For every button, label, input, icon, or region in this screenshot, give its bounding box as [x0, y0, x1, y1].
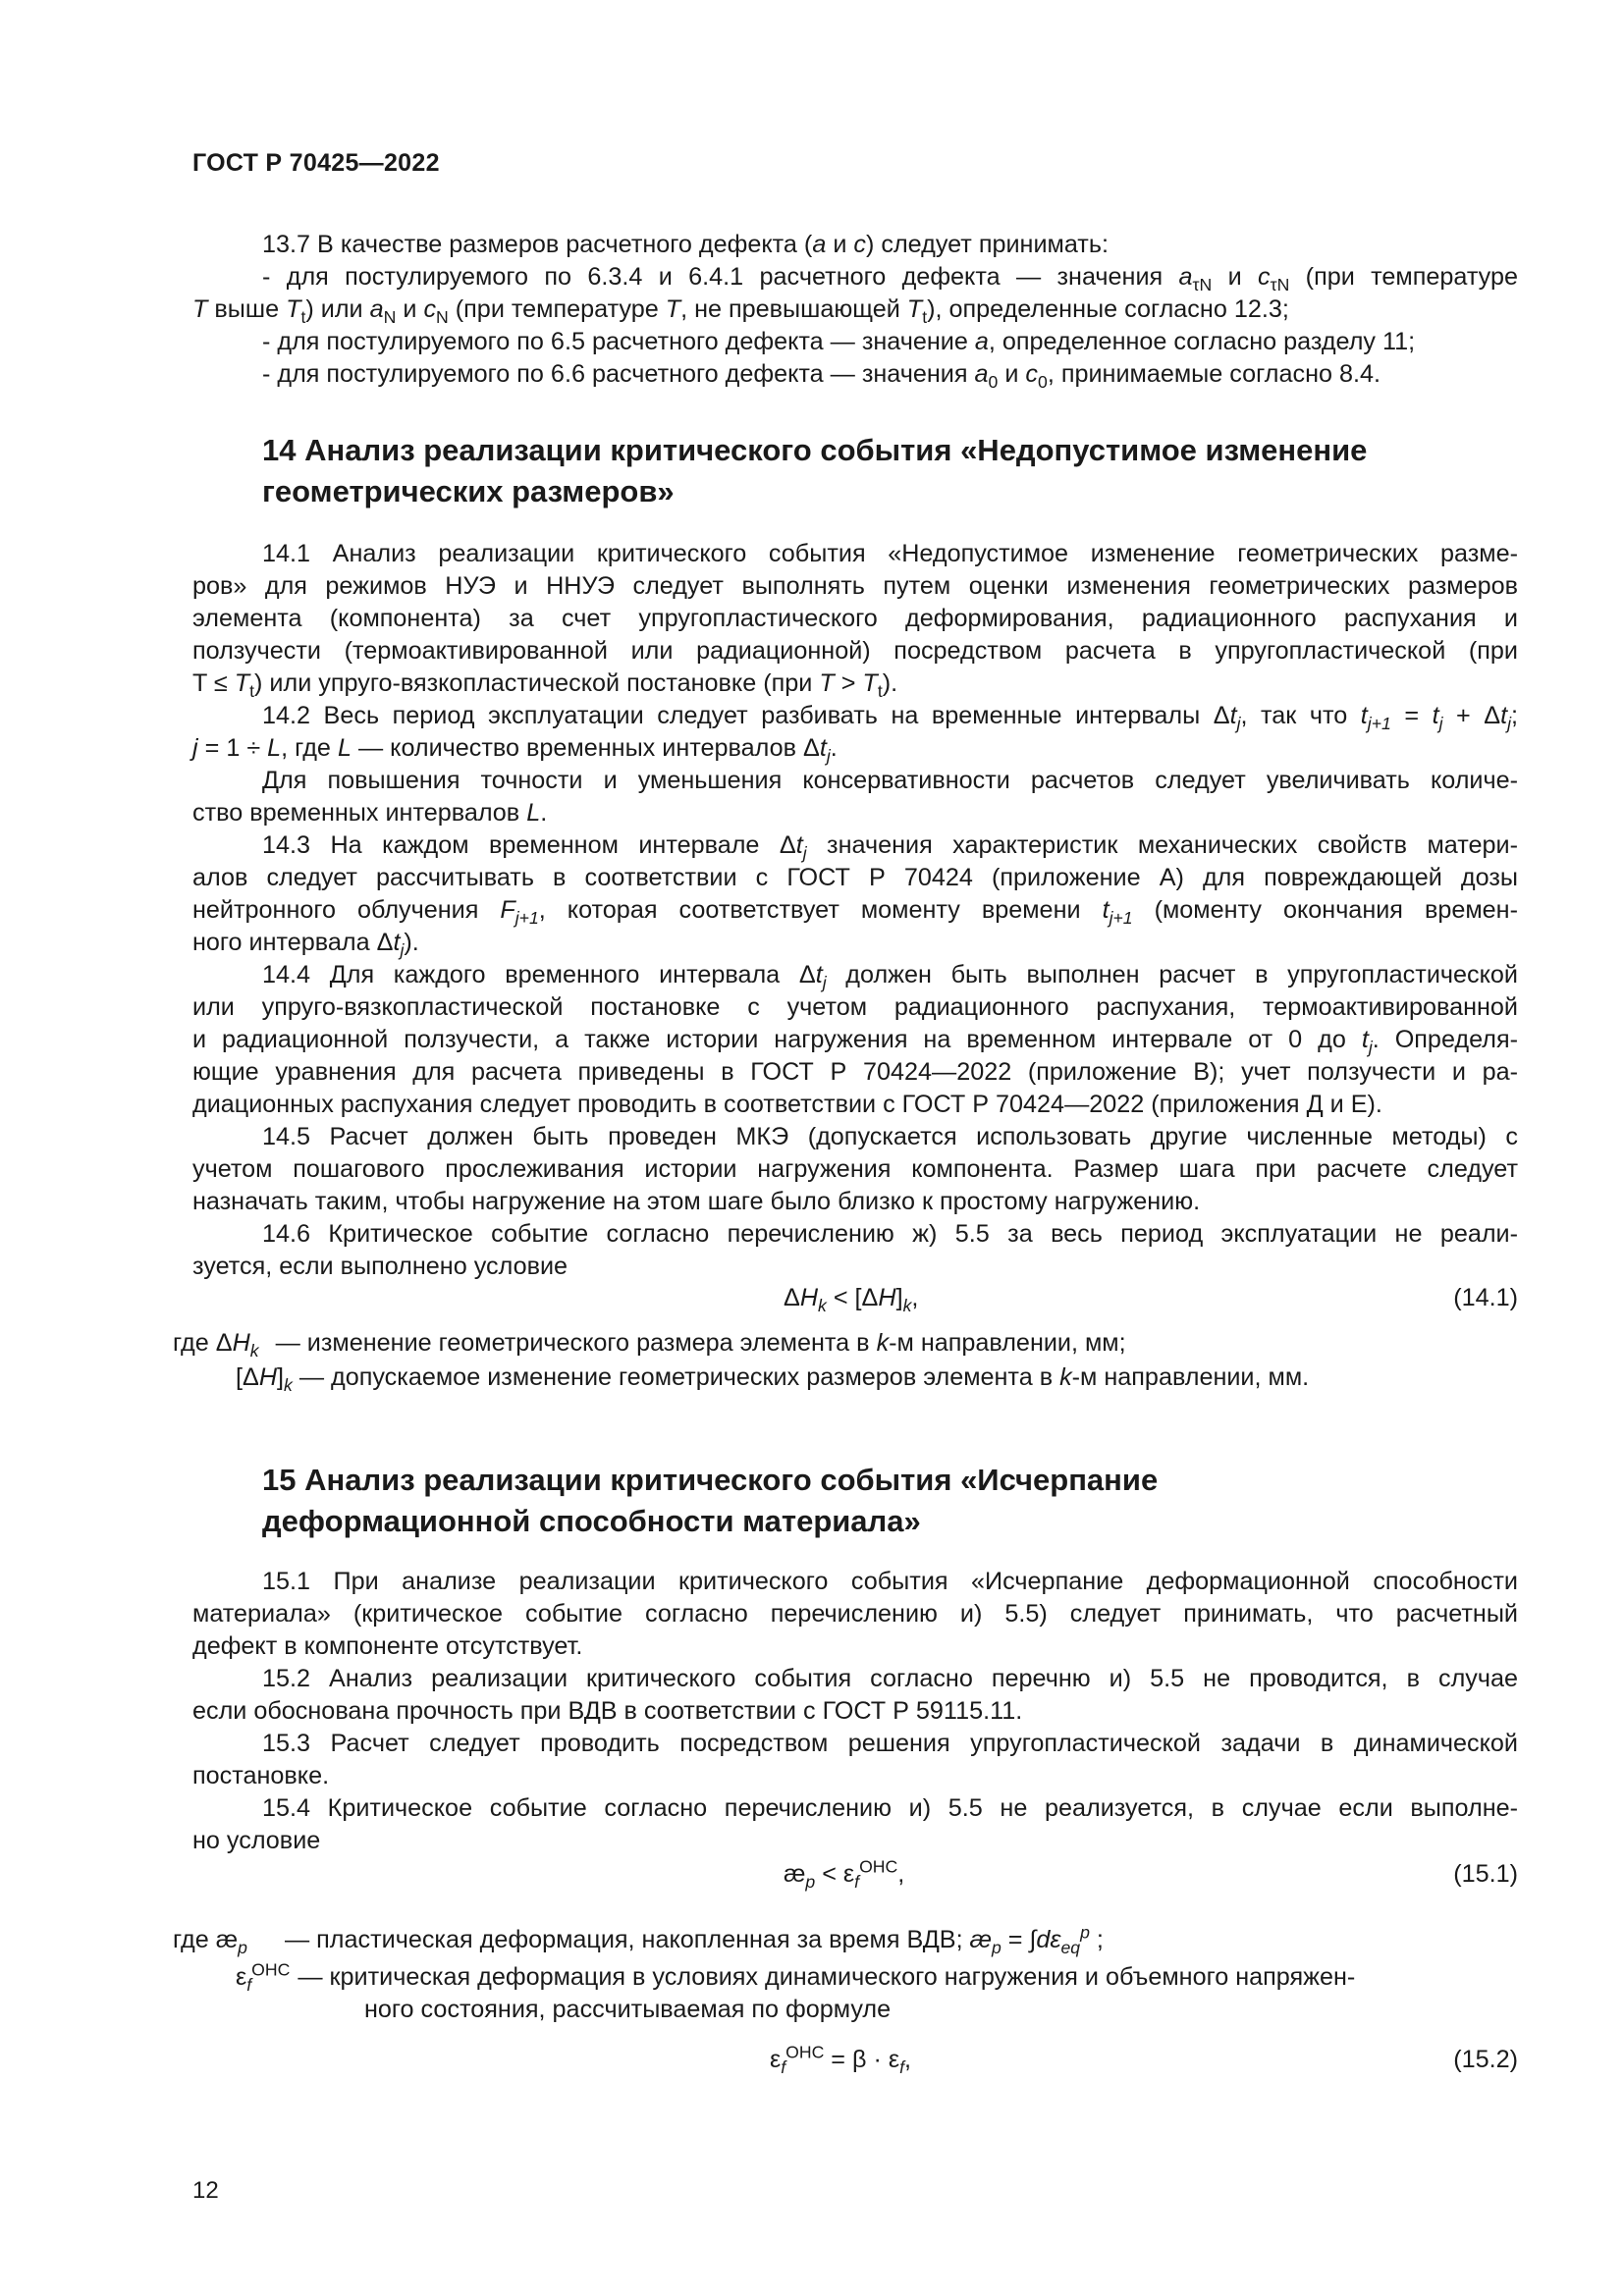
clause-14-2-line-4: ство временных интервалов L. [192, 799, 548, 827]
clause-14-6-line-2: зуется, если выполнено условие [192, 1253, 568, 1280]
clause-14-3-line-4: ного интервала $\Delta t_j$). [192, 929, 419, 961]
clause-13-7-line-3: T выше $T_t$) или $a_N$ и $c_N$ (при температуре T, не превышающей $T_t$), определенные согласно 12.3; [192, 295, 1289, 328]
clause-14-4-line-1: 14.4 Для каждого временного интервала $\Delta t_j$ должен быть выполнен расчет в упругопластической [262, 961, 1518, 993]
equation-15-2-number: (15.2) [1453, 2046, 1518, 2073]
section-15-heading-line-1: 15 Анализ реализации критического события «Исчерпание [262, 1463, 1159, 1497]
document-header: ГОСТ Р 70425—2022 [192, 149, 440, 177]
clause-14-1-line-4: ползучести (термоактивированной или радиационной) посредством расчета в упругопластической (при [192, 637, 1518, 665]
clause-14-1-line-3: элемента (компонента) за счет упругопластического деформирования, радиационного распухания и [192, 605, 1518, 632]
clause-13-7-line-4: - для постулируемого по 6.5 расчетного дефекта — значение a, определенное согласно разделу 11; [262, 328, 1416, 355]
where-15-line-1: где $æ_p$ — пластическая деформация, накопленная за время ВДВ; $æ_p = \int d\varepsilon_{eq}^p$ ; [173, 1922, 1104, 1958]
equation-14-1: $\Delta H_k < [\Delta H]_k$, [784, 1284, 919, 1316]
clause-15-1-line-1: 15.1 При анализе реализации критического события «Исчерпание деформационной способности [262, 1568, 1518, 1595]
clause-14-1-line-1: 14.1 Анализ реализации критического события «Недопустимое изменение геометрических разме- [262, 540, 1518, 567]
clause-14-4-line-3: и радиационной ползучести, а также истории нагружения на временном интервале от 0 до $t_j$. Определя- [192, 1026, 1518, 1058]
clause-14-2-line-2: j = 1 ÷ L, где L — количество временных интервалов $\Delta t_j$. [192, 734, 838, 767]
clause-15-2-line-1: 15.2 Анализ реализации критического события согласно перечню и) 5.5 не проводится, в случае [262, 1665, 1518, 1692]
clause-13-7-line-1: 13.7 В качестве размеров расчетного дефекта (a и c) следует принимать: [262, 231, 1109, 258]
clause-15-1-line-2: материала» (критическое событие согласно перечислению и) 5.5) следует принимать, что расчетный [192, 1600, 1518, 1628]
clause-14-3-line-1: 14.3 На каждом временном интервале $\Delta t_j$ значения характеристик механических свойств матери- [262, 831, 1518, 864]
clause-14-5-line-1: 14.5 Расчет должен быть проведен МКЭ (допускается использовать другие численные методы) с [262, 1123, 1518, 1150]
where-15-line-3: ного состояния, рассчитываемая по формуле [364, 1996, 892, 2023]
clause-14-6-line-1: 14.6 Критическое событие согласно перечислению ж) 5.5 за весь период эксплуатации не реали- [262, 1220, 1518, 1248]
section-14-heading-line-1: 14 Анализ реализации критического события «Недопустимое изменение [262, 433, 1368, 467]
clause-14-2-line-3: Для повышения точности и уменьшения консервативности расчетов следует увеличивать количе- [262, 767, 1518, 794]
clause-15-1-line-3: дефект в компоненте отсутствует. [192, 1632, 583, 1660]
equation-15-1: $æ_p < \varepsilon_f^{ОНС}$, [784, 1856, 905, 1893]
clause-13-7-line-5: - для постулируемого по 6.6 расчетного дефекта — значения $a_0$ и $c_0$, принимаемые согласно 8.4. [262, 360, 1381, 393]
equation-15-1-number: (15.1) [1453, 1860, 1518, 1888]
clause-14-1-line-2: ров» для режимов НУЭ и ННУЭ следует выполнять путем оценки изменения геометрических размеров [192, 572, 1518, 600]
equation-14-1-number: (14.1) [1453, 1284, 1518, 1311]
clause-14-5-line-3: назначать таким, чтобы нагружение на этом шаге было близко к простому нагружению. [192, 1188, 1201, 1215]
where-15-line-2: $\varepsilon_f^{ОНС}$ — критическая деформация в условиях динамического нагружения и объемного напряжен- [236, 1959, 1356, 1996]
clause-14-3-line-3: нейтронного облучения $F_{j+1}$, которая соответствует моменту времени $t_{j+1}$ (моменту окончания времен- [192, 896, 1518, 929]
where-14-line-2: $[\Delta H]_k$ — допускаемое изменение геометрических размеров элемента в k-м направлении, мм. [236, 1363, 1310, 1396]
clause-14-1-line-5: $T \le T_t$) или упруго-вязкопластической постановке (при $T > T_t$). [192, 669, 898, 702]
section-14-heading-line-2: геометрических размеров» [262, 474, 675, 508]
clause-15-4-line-1: 15.4 Критическое событие согласно перечислению и) 5.5 не реализуется, в случае если выполне- [262, 1794, 1518, 1822]
clause-14-3-line-2: алов следует рассчитывать в соответствии с ГОСТ Р 70424 (приложение А) для повреждающей дозы [192, 864, 1518, 891]
clause-13-7-line-2: - для постулируемого по 6.3.4 и 6.4.1 расчетного дефекта — значения $a_{\tau N}$ и $c_{\tau N}$ (при температуре [262, 263, 1518, 295]
section-15-heading-line-2: деформационной способности материала» [262, 1504, 921, 1538]
clause-14-4-line-5: диационных распухания следует проводить в соответствии с ГОСТ Р 70424—2022 (приложения Д и Е). [192, 1091, 1382, 1118]
where-14-line-1: где $\Delta H_k$ — изменение геометрического размера элемента в k-м направлении, мм; [173, 1329, 1126, 1362]
clause-14-2-line-1: 14.2 Весь период эксплуатации следует разбивать на временные интервалы $\Delta t_j$, так что $t_{j+1} = t_j + \Delta t_j$; [262, 702, 1519, 734]
clause-14-5-line-2: учетом пошагового прослеживания истории нагружения компонента. Размер шага при расчете следует [192, 1155, 1518, 1183]
clause-15-3-line-2: постановке. [192, 1762, 330, 1789]
clause-15-3-line-1: 15.3 Расчет следует проводить посредством решения упругопластической задачи в динамической [262, 1730, 1518, 1757]
equation-15-2: $\varepsilon_f^{ОНС} = \beta \cdot \varepsilon_f$, [770, 2042, 912, 2078]
clause-15-2-line-2: если обоснована прочность при ВДВ в соответствии с ГОСТ Р 59115.11. [192, 1697, 1023, 1725]
clause-14-4-line-2: или упруго-вязкопластической постановке с учетом радиационного распухания, термоактивированной [192, 993, 1518, 1021]
page-number: 12 [192, 2177, 219, 2204]
clause-14-4-line-4: ющие уравнения для расчета приведены в ГОСТ Р 70424—2022 (приложение В); учет ползучести и ра- [192, 1058, 1518, 1086]
clause-15-4-line-2: но условие [192, 1827, 321, 1854]
